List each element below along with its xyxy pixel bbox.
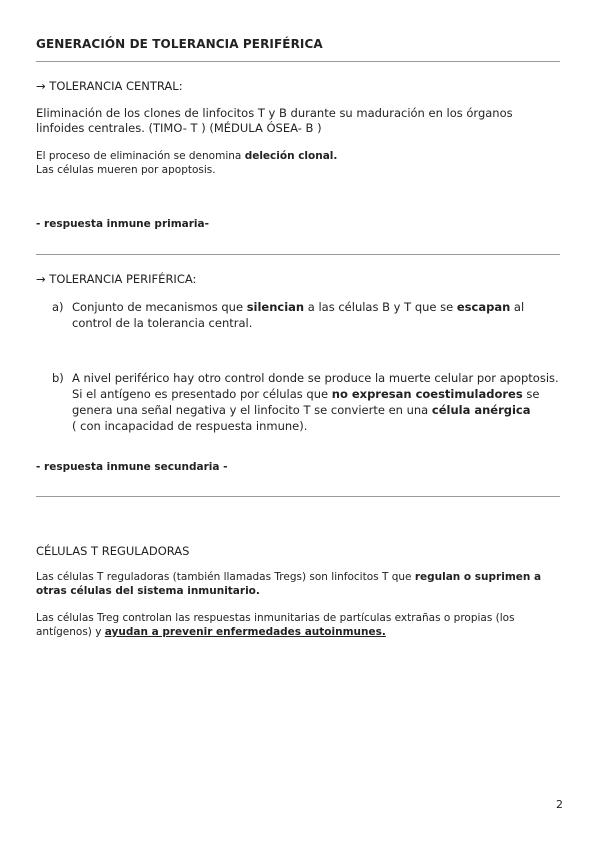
text-fragment: Las células T reguladoras (también llamadas Tregs) son linfocitos T que — [36, 571, 415, 583]
list-item-a-text — [72, 299, 562, 331]
text-fragment: a las células B y T que se — [304, 300, 457, 314]
list-item-b-note: ( con incapacidad de respuesta inmune). — [72, 419, 308, 433]
list-marker-b: b) — [52, 371, 64, 385]
text-fragment: Si el antígeno es presentado por células que — [72, 387, 332, 401]
bold-term: escapan — [456, 300, 511, 314]
page-number: 2 — [556, 798, 563, 811]
list-marker-a: a) — [52, 300, 64, 314]
list-item-b-detail — [72, 386, 562, 418]
divider — [36, 496, 560, 497]
bold-term: no expresan coestimuladores — [331, 387, 523, 401]
text-fragment: al control de la tolerancia central. — [72, 300, 525, 330]
central-paragraph: Eliminación de los clones de linfocitos T y B durante su maduración en los órganos linfoides centrales. (TIMO- T ) (MÉDULA ÓSEA- B ) — [36, 106, 513, 135]
primary-response-tag: - respuesta inmune primaria- — [36, 218, 209, 230]
list-item-b — [52, 370, 562, 450]
list-item-a — [52, 299, 562, 333]
treg-paragraph-1 — [36, 570, 564, 598]
bold-term: regulan o suprimen a otras células del sistema inmunitario. — [36, 571, 542, 597]
central-deletion-intro: El proceso de eliminación se denomina — [36, 150, 245, 162]
bold-term: silencian — [246, 300, 305, 314]
central-deletion-term: deleción clonal. — [244, 150, 338, 162]
central-apoptosis-text: Las células mueren por apoptosis. — [36, 164, 216, 176]
text-fragment: Conjunto de mecanismos que — [72, 300, 247, 314]
peripheral-heading: → TOLERANCIA PERIFÉRICA: — [36, 272, 197, 286]
central-heading: → TOLERANCIA CENTRAL: — [36, 79, 183, 93]
text-fragment: Las células Treg controlan las respuestas inmunitarias de partículas extrañas o propias (los antígenos) y — [36, 612, 515, 638]
underlined-term: ayudan a prevenir enfermedades autoinmunes. — [104, 626, 386, 638]
secondary-response-tag: - respuesta inmune secundaria - — [36, 461, 228, 473]
divider — [36, 254, 560, 255]
list-item-b-text — [72, 370, 562, 434]
text-fragment: se genera una señal negativa y el linfocito T se convierte en una — [72, 387, 540, 417]
page-title: GENERACIÓN DE TOLERANCIA PERIFÉRICA — [36, 37, 323, 51]
treg-heading: CÉLULAS T REGULADORAS — [36, 544, 190, 558]
treg-paragraph-2 — [36, 611, 564, 639]
list-item-b-line1: A nivel periférico hay otro control donde se produce la muerte celular por apoptosis. — [72, 371, 559, 385]
bold-term: célula anérgica — [431, 403, 531, 417]
divider — [36, 61, 560, 62]
central-deletion-text — [36, 149, 562, 163]
